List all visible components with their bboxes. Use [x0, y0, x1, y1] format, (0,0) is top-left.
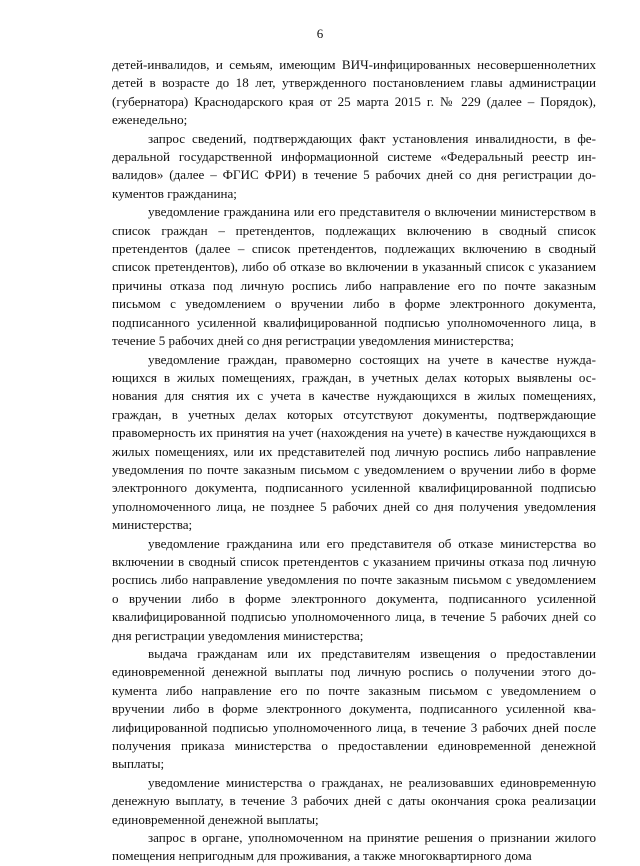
paragraph-inclusion-notice: уведомление гражданина или его представителя о включении министерством в список граждан – претендентов, подлежащих включению в сводный список претендентов (далее – список претендентов, подлежащих включению в сводный список претендентов), либо об отказе во включении в указанный список с указанием причины отказа под личную роспись либо направление его по почте заказным письмом с уведомлением о вручении либо в форме электронного документа, подписанного усиленной квалифицированной подписью уполномоченного лица, в течение 5 рабочих дней со дня регистрации уведомления министерства; [112, 204, 596, 349]
paragraph-unrealized-payment-notice: уведомление министерства о гражданах, не реализовавших единовременную денежную выплату, в течение 3 рабочих дней с даты окончания срока реализации единовременной денежной выплаты; [112, 774, 596, 827]
paragraph-fgis-request: запрос сведений, подтверждающих факт установления инвалидности, в федеральной государственной информационной системе «Федеральный реестр инвалидов» (далее – ФГИС ФРИ) в течение 5 рабочих дней со дня регистрации документов гражданина; [112, 130, 596, 201]
paragraph-refusal-notice: уведомление гражданина или его представителя об отказе министерства во включении в сводный список претендентов с указанием причины отказа под личную роспись либо направление уведомления по почте заказным письмом с уведомлением о вручении либо в форме электронного документа, подписанного усиленной квалифицированной подписью уполномоченного лица, в течение 5 рабочих дней со дня регистрации уведомления министерства; [112, 535, 596, 643]
paragraph-continued: детей-инвалидов, и семьям, имеющим ВИЧ-инфицированных несовершеннолетних детей в возрасте до 18 лет, утвержденного постановлением главы администрации (губернатора) Краснодарского края от 25 марта 2015 г. № 229 (далее – Порядок), еженедельно; [112, 57, 596, 128]
page-number: 6 [316, 26, 324, 41]
document-body [112, 56, 596, 866]
paragraph-registered-citizens-notice: уведомление граждан, правомерно состоящих на учете в качестве нуждающихся в жилых помещениях, граждан, в учетных делах которых выявлены основания для снятия их с учета в качестве нуждающихся в жилых помещениях, граждан, в учетных делах которых отсутствуют документы, подтверждающие правомерность их принятия на учет (нахождения на учете) в качестве нуждающихся в жилых помещениях, или их представителей под личную роспись либо направление уведомления по почте заказным письмом с уведомлением о вручении либо в форме электронного документа, подписанного усиленной квалифицированной подписью уполномоченного лица, не позднее 5 рабочих дней со дня получения уведомления министерства; [112, 351, 596, 533]
paragraph-payment-notice: выдача гражданам или их представителям извещения о предоставлении единовременной денежной выплаты под личную роспись о получении этого документа либо направление его по почте заказным письмом с уведомлением о вручении либо в форме электронного документа, подписанного усиленной квалифицированной подписью уполномоченного лица, в течение 3 рабочих дней после получения приказа министерства о предоставлении единовременной денежной выплаты; [112, 646, 596, 772]
paragraph-housing-request: запрос в органе, уполномоченном на принятие решения о признании жилого помещения непригодным для проживания, а также многоквартирного дома [112, 830, 596, 864]
